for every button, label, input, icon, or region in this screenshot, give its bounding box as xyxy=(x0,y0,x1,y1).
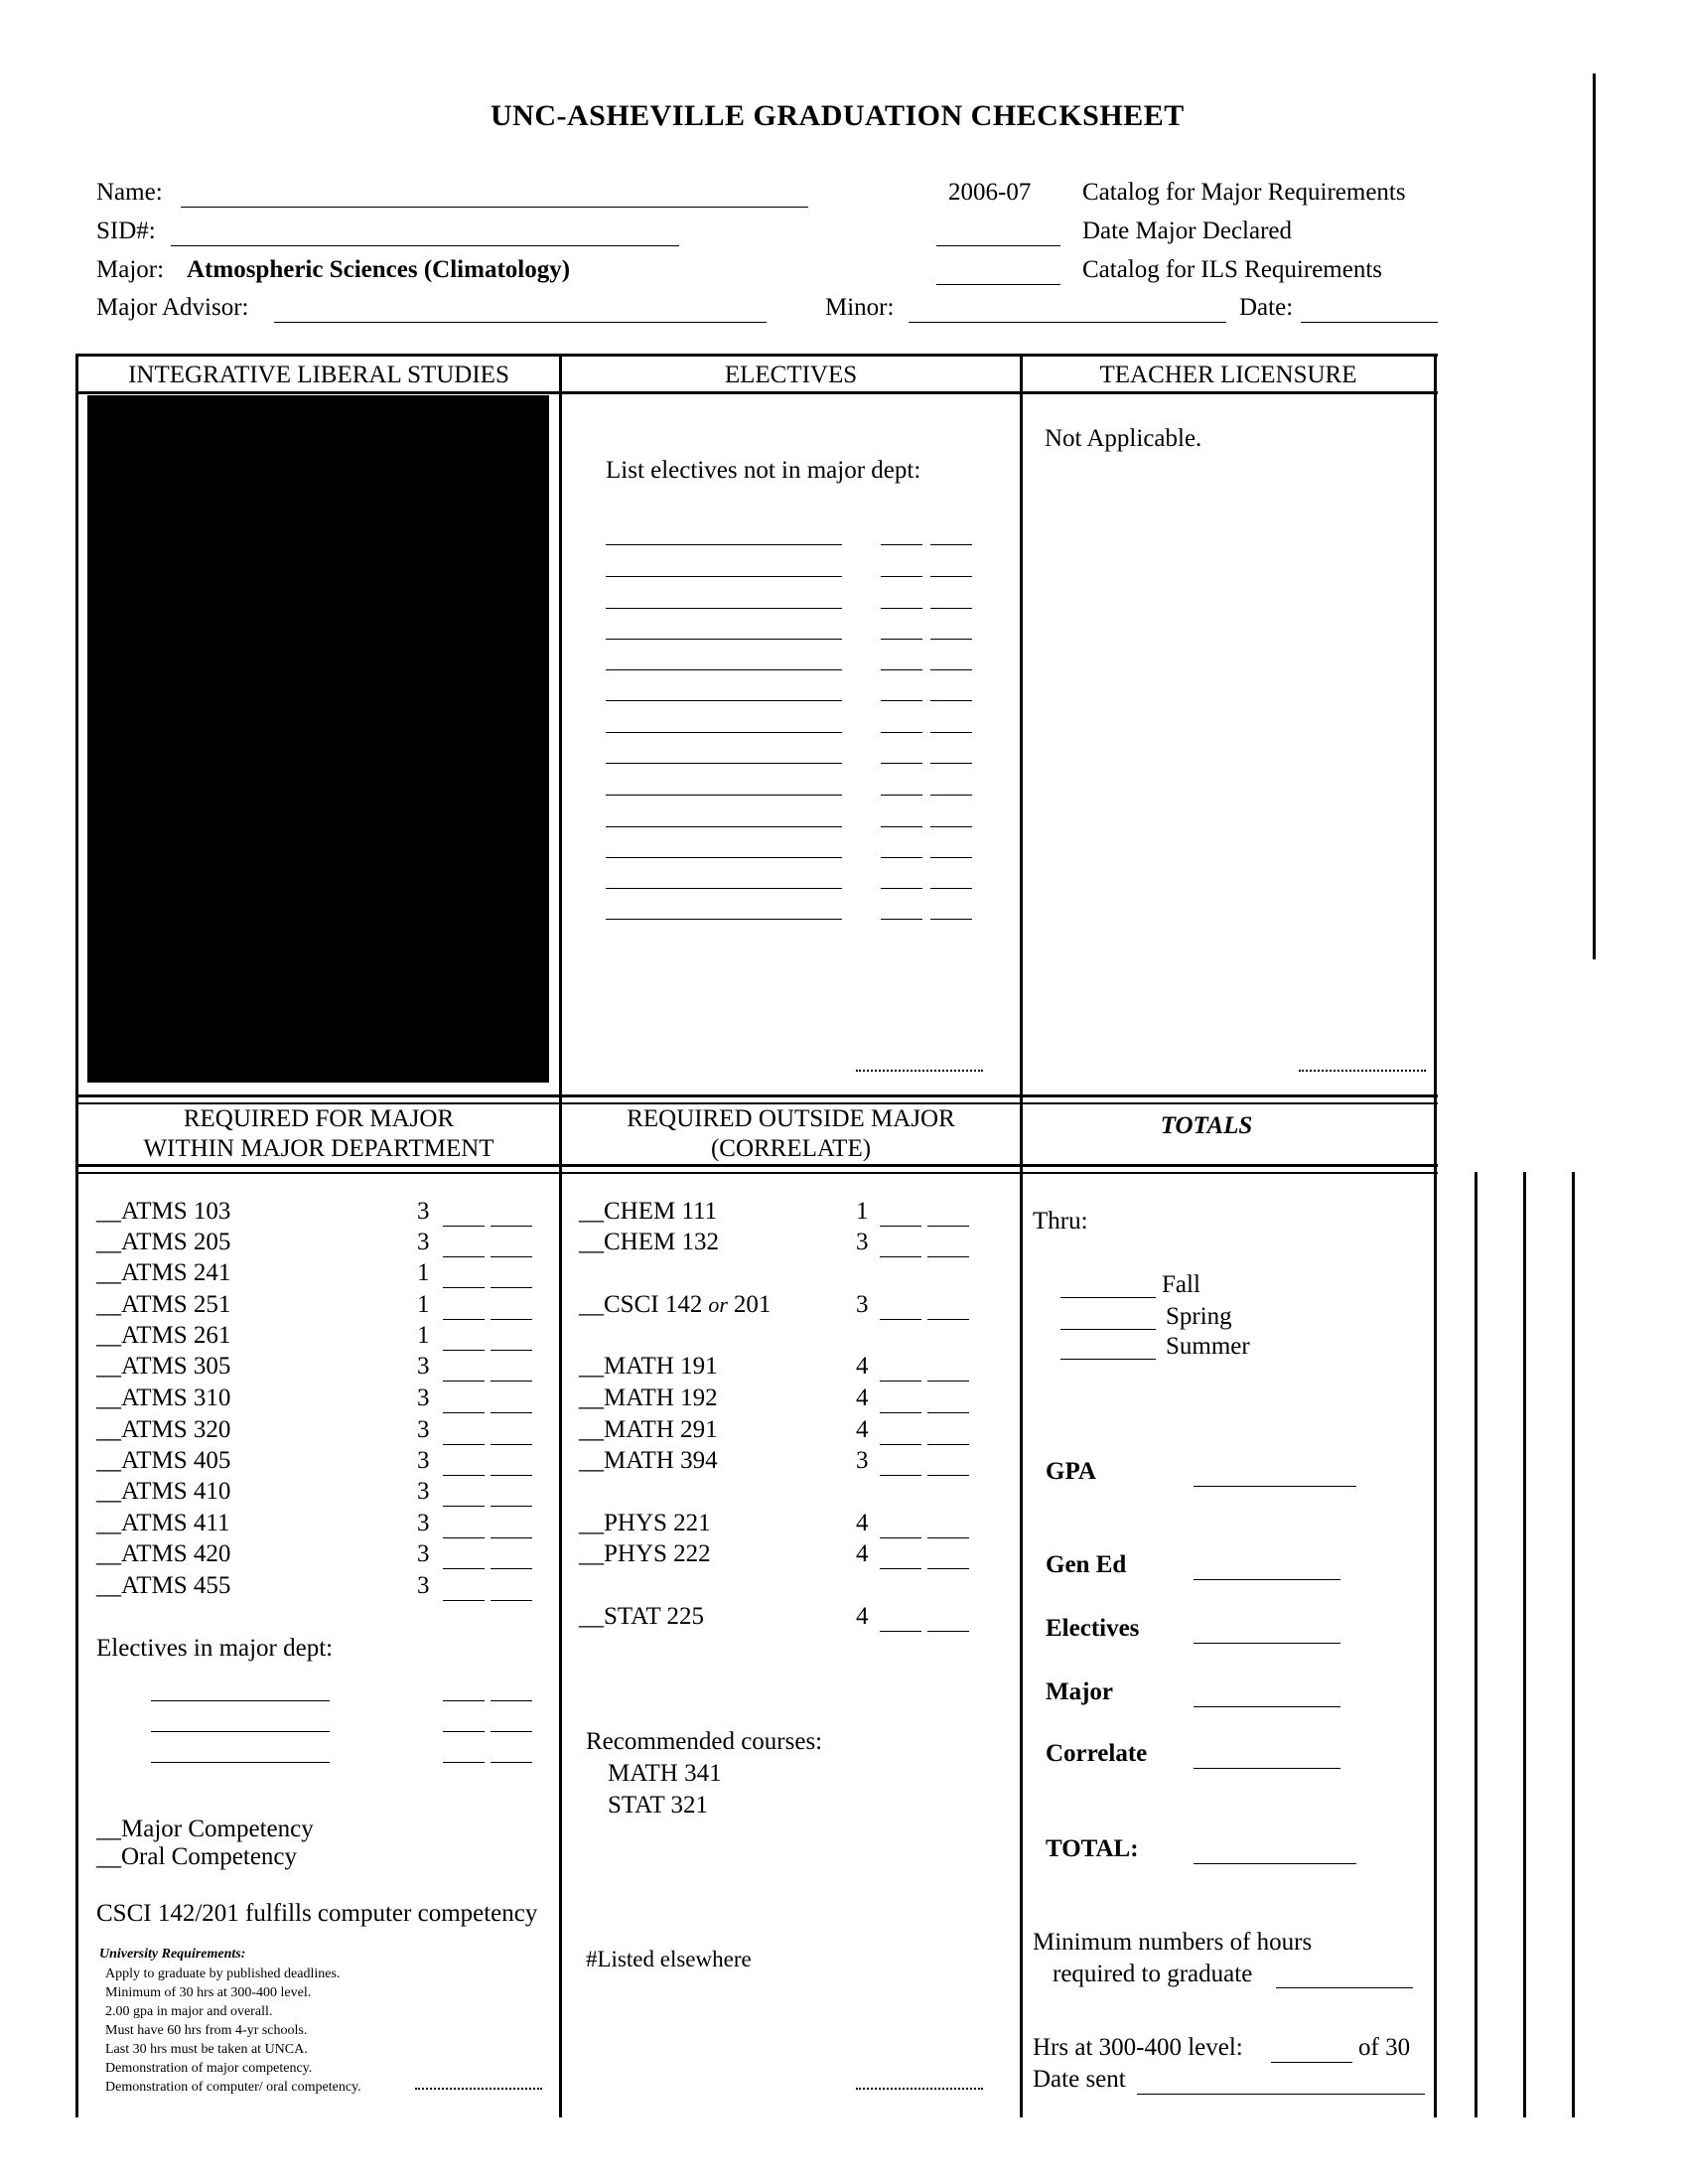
major-elective-grade-field[interactable] xyxy=(491,1731,532,1732)
university-requirement-item: Minimum of 30 hrs at 300-400 level. xyxy=(105,1985,312,2000)
correlate-term-field[interactable] xyxy=(880,1444,921,1445)
elective-hrs-field[interactable] xyxy=(881,919,922,920)
grid-line xyxy=(75,1094,1438,1097)
totals-correlate-label: Correlate xyxy=(1046,1740,1148,1767)
correlate-course-code: __CHEM 132 xyxy=(579,1229,719,1255)
gen-ed-field[interactable] xyxy=(1194,1579,1340,1580)
term-fall: Fall xyxy=(1162,1271,1200,1298)
course-grade-field[interactable] xyxy=(491,1568,532,1569)
course-term-field[interactable] xyxy=(443,1350,485,1351)
gpa-label: GPA xyxy=(1046,1458,1096,1485)
elective-course-field[interactable] xyxy=(606,888,842,889)
redacted-block xyxy=(87,395,549,1083)
course-hours: 3 xyxy=(417,1447,430,1474)
correlate-grade-field[interactable] xyxy=(927,1537,969,1538)
section-teacher-header: TEACHER LICENSURE xyxy=(1099,362,1357,388)
course-term-field[interactable] xyxy=(443,1600,485,1601)
course-hours: 3 xyxy=(417,1416,430,1443)
correlate-grade-field[interactable] xyxy=(927,1381,969,1382)
elective-grade-field[interactable] xyxy=(930,544,972,545)
elective-grade-field[interactable] xyxy=(930,576,972,577)
date-declared-field[interactable] xyxy=(936,245,1060,246)
course-grade-field[interactable] xyxy=(491,1412,532,1413)
thru-label: Thru: xyxy=(1033,1208,1088,1235)
elective-hrs-field[interactable] xyxy=(881,544,922,545)
correlate-course-hours: 3 xyxy=(856,1447,869,1474)
listed-elsewhere-note: #Listed elsewhere xyxy=(586,1947,752,1971)
correlate-grade-field[interactable] xyxy=(927,1631,969,1632)
correlate-term-field[interactable] xyxy=(880,1226,921,1227)
course-hours: 3 xyxy=(417,1510,430,1536)
grid-line xyxy=(75,391,1438,394)
correlate-course-code: __MATH 291 xyxy=(579,1416,718,1443)
minor-field[interactable] xyxy=(909,322,1226,323)
section-major-header-line1: REQUIRED FOR MAJOR xyxy=(183,1105,455,1132)
advisor-label: Major Advisor: xyxy=(96,294,249,321)
course-hours: 3 xyxy=(417,1353,430,1380)
course-grade-field[interactable] xyxy=(491,1226,532,1227)
correlate-grade-field[interactable] xyxy=(927,1319,969,1320)
elective-hrs-field[interactable] xyxy=(881,888,922,889)
course-code: __ATMS 103 xyxy=(96,1198,231,1225)
date-declared-label: Date Major Declared xyxy=(1082,218,1292,244)
hrs-300-label: Hrs at 300-400 level: xyxy=(1033,2034,1243,2061)
correlate-grade-field[interactable] xyxy=(927,1256,969,1257)
section-major-header-line2: WITHIN MAJOR DEPARTMENT xyxy=(143,1135,494,1162)
advisor-field[interactable] xyxy=(274,322,767,323)
gen-ed-label: Gen Ed xyxy=(1046,1551,1127,1578)
course-term-field[interactable] xyxy=(443,1319,485,1320)
section-electives-header: ELECTIVES xyxy=(724,362,858,388)
course-term-field[interactable] xyxy=(443,1537,485,1538)
correlate-course-hours: 3 xyxy=(856,1229,869,1255)
correlate-course-hours: 4 xyxy=(856,1510,869,1536)
course-hours: 3 xyxy=(417,1478,430,1505)
course-code: __ATMS 411 xyxy=(96,1510,230,1536)
elective-grade-field[interactable] xyxy=(930,608,972,609)
major-elective-grade-field[interactable] xyxy=(491,1700,532,1701)
course-hours: 3 xyxy=(417,1384,430,1411)
grid-line xyxy=(75,1172,1438,1174)
correlate-grade-field[interactable] xyxy=(927,1412,969,1413)
course-hours: 1 xyxy=(417,1259,430,1286)
oral-competency[interactable]: __Oral Competency xyxy=(96,1843,298,1870)
electives-subtotal xyxy=(856,1070,983,1072)
elective-course-field[interactable] xyxy=(606,544,842,545)
course-term-field[interactable] xyxy=(443,1444,485,1445)
correlate-course-hours: 4 xyxy=(856,1416,869,1443)
elective-grade-field[interactable] xyxy=(930,888,972,889)
elective-course-field[interactable] xyxy=(606,669,842,670)
sid-field[interactable] xyxy=(171,245,679,246)
catalog-year: 2006-07 xyxy=(948,179,1032,206)
grid-line xyxy=(75,1164,1438,1167)
course-code: __ATMS 205 xyxy=(96,1229,231,1255)
gpa-field[interactable] xyxy=(1194,1486,1356,1487)
correlate-term-field[interactable] xyxy=(880,1381,921,1382)
elective-course-field[interactable] xyxy=(606,857,842,858)
university-requirement-item: Must have 60 hrs from 4-yr schools. xyxy=(105,2023,308,2038)
section-ils-header: INTEGRATIVE LIBERAL STUDIES xyxy=(128,362,509,388)
course-grade-field[interactable] xyxy=(491,1350,532,1351)
totals-major-field[interactable] xyxy=(1194,1706,1340,1707)
correlate-course-hours: 3 xyxy=(856,1291,869,1318)
major-competency[interactable]: __Major Competency xyxy=(96,1816,314,1842)
course-code: __ATMS 310 xyxy=(96,1384,231,1411)
elective-hrs-field[interactable] xyxy=(881,763,922,764)
course-code: __ATMS 320 xyxy=(96,1416,231,1443)
total-label: TOTAL: xyxy=(1046,1835,1139,1862)
correlate-grade-field[interactable] xyxy=(927,1475,969,1476)
major-subtotal xyxy=(415,2088,542,2090)
university-requirement-item: Demonstration of major competency. xyxy=(105,2061,313,2076)
course-code: __ATMS 251 xyxy=(96,1291,231,1318)
correlate-term-field[interactable] xyxy=(880,1568,921,1569)
elective-course-field[interactable] xyxy=(606,763,842,764)
correlate-course-code-alt: 201 xyxy=(733,1291,772,1318)
correlate-course-code: __MATH 191 xyxy=(579,1353,718,1380)
correlate-grade-field[interactable] xyxy=(927,1444,969,1445)
university-requirement-item: Demonstration of computer/ oral competency. xyxy=(105,2080,361,2095)
elective-course-field[interactable] xyxy=(606,919,842,920)
university-requirements-title: University Requirements: xyxy=(99,1947,246,1962)
elective-grade-field[interactable] xyxy=(930,732,972,733)
fall-field[interactable] xyxy=(1060,1297,1156,1298)
elective-grade-field[interactable] xyxy=(930,700,972,701)
course-grade-field[interactable] xyxy=(491,1256,532,1257)
university-requirement-item: Apply to graduate by published deadlines. xyxy=(105,1966,341,1981)
course-term-field[interactable] xyxy=(443,1256,485,1257)
major-value: Atmospheric Sciences (Climatology) xyxy=(187,256,571,283)
min-hours-label-2: required to graduate xyxy=(1053,1961,1253,1987)
course-term-field[interactable] xyxy=(443,1381,485,1382)
course-grade-field[interactable] xyxy=(491,1537,532,1538)
correlate-course-hours: 4 xyxy=(856,1540,869,1567)
hrs-300-field[interactable] xyxy=(1271,2062,1352,2063)
teacher-note: Not Applicable. xyxy=(1045,425,1202,452)
major-elective-grade-field[interactable] xyxy=(491,1762,532,1763)
elective-course-field[interactable] xyxy=(606,795,842,796)
date-sent-label: Date sent xyxy=(1033,2066,1126,2093)
min-hours-label-1: Minimum numbers of hours xyxy=(1033,1929,1313,1956)
term-spring: Spring xyxy=(1166,1303,1232,1330)
csci-note: CSCI 142/201 fulfills computer competency xyxy=(96,1900,538,1927)
grid-line xyxy=(559,354,562,2117)
catalog-ils-field[interactable] xyxy=(936,284,1060,285)
totals-electives-label: Electives xyxy=(1046,1615,1140,1642)
elective-course-field[interactable] xyxy=(606,732,842,733)
elective-grade-field[interactable] xyxy=(930,919,972,920)
section-correlate-header-line2: (CORRELATE) xyxy=(710,1135,872,1162)
elective-hrs-field[interactable] xyxy=(881,576,922,577)
elective-hrs-field[interactable] xyxy=(881,669,922,670)
major-elective-course-field[interactable] xyxy=(151,1700,330,1701)
totals-major-label: Major xyxy=(1046,1678,1114,1705)
section-major-header xyxy=(78,1104,559,1164)
elective-hrs-field[interactable] xyxy=(881,857,922,858)
term-summer: Summer xyxy=(1166,1333,1250,1360)
course-code: __ATMS 261 xyxy=(96,1322,231,1349)
elective-course-field[interactable] xyxy=(606,576,842,577)
elective-course-field[interactable] xyxy=(606,639,842,640)
electives-instruction: List electives not in major dept: xyxy=(606,457,921,484)
course-grade-field[interactable] xyxy=(491,1381,532,1382)
correlate-term-field[interactable] xyxy=(880,1319,921,1320)
totals-correlate-field[interactable] xyxy=(1194,1768,1340,1769)
margin-bar xyxy=(1523,1172,1526,2117)
correlate-course-code: __CHEM 111 xyxy=(579,1198,718,1225)
correlate-course-code xyxy=(579,1291,771,1319)
date-sent-field[interactable] xyxy=(1137,2094,1425,2095)
course-hours: 3 xyxy=(417,1572,430,1599)
elective-grade-field[interactable] xyxy=(930,826,972,827)
major-elective-course-field[interactable] xyxy=(151,1731,330,1732)
catalog-ils-label: Catalog for ILS Requirements xyxy=(1082,256,1383,283)
correlate-grade-field[interactable] xyxy=(927,1568,969,1569)
correlate-term-field[interactable] xyxy=(880,1537,921,1538)
correlate-course-code: __MATH 394 xyxy=(579,1447,718,1474)
minor-label: Minor: xyxy=(825,294,895,321)
course-term-field[interactable] xyxy=(443,1506,485,1507)
elective-hrs-field[interactable] xyxy=(881,700,922,701)
course-grade-field[interactable] xyxy=(491,1600,532,1601)
hrs-300-of: of 30 xyxy=(1358,2034,1411,2061)
course-term-field[interactable] xyxy=(443,1226,485,1227)
elective-course-field[interactable] xyxy=(606,826,842,827)
course-hours: 3 xyxy=(417,1540,430,1567)
date-field[interactable] xyxy=(1301,322,1438,323)
correlate-course-code: __PHYS 221 xyxy=(579,1510,711,1536)
university-requirement-item: 2.00 gpa in major and overall. xyxy=(105,2004,273,2019)
course-term-field[interactable] xyxy=(443,1412,485,1413)
grid-line xyxy=(75,354,1438,357)
correlate-course-hours: 4 xyxy=(856,1353,869,1380)
course-code: __ATMS 410 xyxy=(96,1478,231,1505)
correlate-course-hours: 4 xyxy=(856,1384,869,1411)
name-field[interactable] xyxy=(181,207,808,208)
course-grade-field[interactable] xyxy=(491,1475,532,1476)
elective-hrs-field[interactable] xyxy=(881,732,922,733)
course-code: __ATMS 241 xyxy=(96,1259,231,1286)
university-requirements-list xyxy=(105,1965,361,2097)
correlate-term-field[interactable] xyxy=(880,1256,921,1257)
course-code: __ATMS 455 xyxy=(96,1572,231,1599)
correlate-term-field[interactable] xyxy=(880,1631,921,1632)
grid-line xyxy=(1020,354,1023,2117)
correlate-term-field[interactable] xyxy=(880,1412,921,1413)
course-grade-field[interactable] xyxy=(491,1444,532,1445)
margin-bar xyxy=(1572,1172,1575,2117)
course-hours: 1 xyxy=(417,1291,430,1318)
grid-line xyxy=(75,354,78,2117)
correlate-course-code: __STAT 225 xyxy=(579,1603,705,1630)
major-elective-course-field[interactable] xyxy=(151,1762,330,1763)
elective-hrs-field[interactable] xyxy=(881,795,922,796)
summer-field[interactable] xyxy=(1060,1359,1156,1360)
course-code: __ATMS 420 xyxy=(96,1540,231,1567)
elective-grade-field[interactable] xyxy=(930,669,972,670)
date-label: Date: xyxy=(1239,294,1294,321)
correlate-course-hours: 1 xyxy=(856,1198,869,1225)
course-code: __ATMS 305 xyxy=(96,1353,231,1380)
page-title: UNC-ASHEVILLE GRADUATION CHECKSHEET xyxy=(491,99,1185,132)
margin-bar xyxy=(1593,73,1596,959)
or-separator: or xyxy=(708,1292,728,1317)
correlate-course-hours: 4 xyxy=(856,1603,869,1630)
elective-grade-field[interactable] xyxy=(930,795,972,796)
name-label: Name: xyxy=(96,179,163,206)
teacher-subtotal xyxy=(1299,1070,1426,1072)
section-correlate-header-line1: REQUIRED OUTSIDE MAJOR xyxy=(627,1105,955,1132)
elective-hrs-field[interactable] xyxy=(881,639,922,640)
elective-hrs-field[interactable] xyxy=(881,826,922,827)
margin-bar xyxy=(1475,1172,1477,2117)
catalog-major-label: Catalog for Major Requirements xyxy=(1082,179,1406,206)
total-field[interactable] xyxy=(1194,1863,1356,1864)
elective-grade-field[interactable] xyxy=(930,639,972,640)
major-elective-hrs-field[interactable] xyxy=(443,1700,485,1701)
elective-grade-field[interactable] xyxy=(930,763,972,764)
correlate-course-code: __MATH 192 xyxy=(579,1384,718,1411)
elective-course-field[interactable] xyxy=(606,700,842,701)
elective-hrs-field[interactable] xyxy=(881,608,922,609)
course-grade-field[interactable] xyxy=(491,1506,532,1507)
min-hours-field[interactable] xyxy=(1276,1987,1413,1988)
course-term-field[interactable] xyxy=(443,1475,485,1476)
recommended-label: Recommended courses: xyxy=(586,1728,823,1755)
major-electives-label: Electives in major dept: xyxy=(96,1635,334,1662)
spring-field[interactable] xyxy=(1060,1329,1156,1330)
course-grade-field[interactable] xyxy=(491,1287,532,1288)
course-hours: 1 xyxy=(417,1322,430,1349)
totals-electives-field[interactable] xyxy=(1194,1643,1340,1644)
recommended-course: MATH 341 xyxy=(608,1760,722,1787)
course-term-field[interactable] xyxy=(443,1287,485,1288)
grid-line xyxy=(1434,354,1437,2117)
recommended-course: STAT 321 xyxy=(608,1792,709,1819)
major-elective-hrs-field[interactable] xyxy=(443,1731,485,1732)
correlate-course-code: __PHYS 222 xyxy=(579,1540,711,1567)
course-code: __ATMS 405 xyxy=(96,1447,231,1474)
correlate-grade-field[interactable] xyxy=(927,1226,969,1227)
correlate-course-code-part: __CSCI 142 xyxy=(579,1291,703,1318)
course-term-field[interactable] xyxy=(443,1568,485,1569)
university-requirement-item: Last 30 hrs must be taken at UNCA. xyxy=(105,2042,308,2057)
major-label: Major: xyxy=(96,256,165,283)
course-grade-field[interactable] xyxy=(491,1319,532,1320)
correlate-term-field[interactable] xyxy=(880,1475,921,1476)
elective-course-field[interactable] xyxy=(606,608,842,609)
section-totals-header: TOTALS xyxy=(1160,1112,1253,1139)
course-hours: 3 xyxy=(417,1198,430,1225)
major-elective-hrs-field[interactable] xyxy=(443,1762,485,1763)
correlate-subtotal xyxy=(856,2088,983,2090)
elective-grade-field[interactable] xyxy=(930,857,972,858)
sid-label: SID#: xyxy=(96,218,156,244)
course-hours: 3 xyxy=(417,1229,430,1255)
section-correlate-header xyxy=(562,1104,1020,1164)
